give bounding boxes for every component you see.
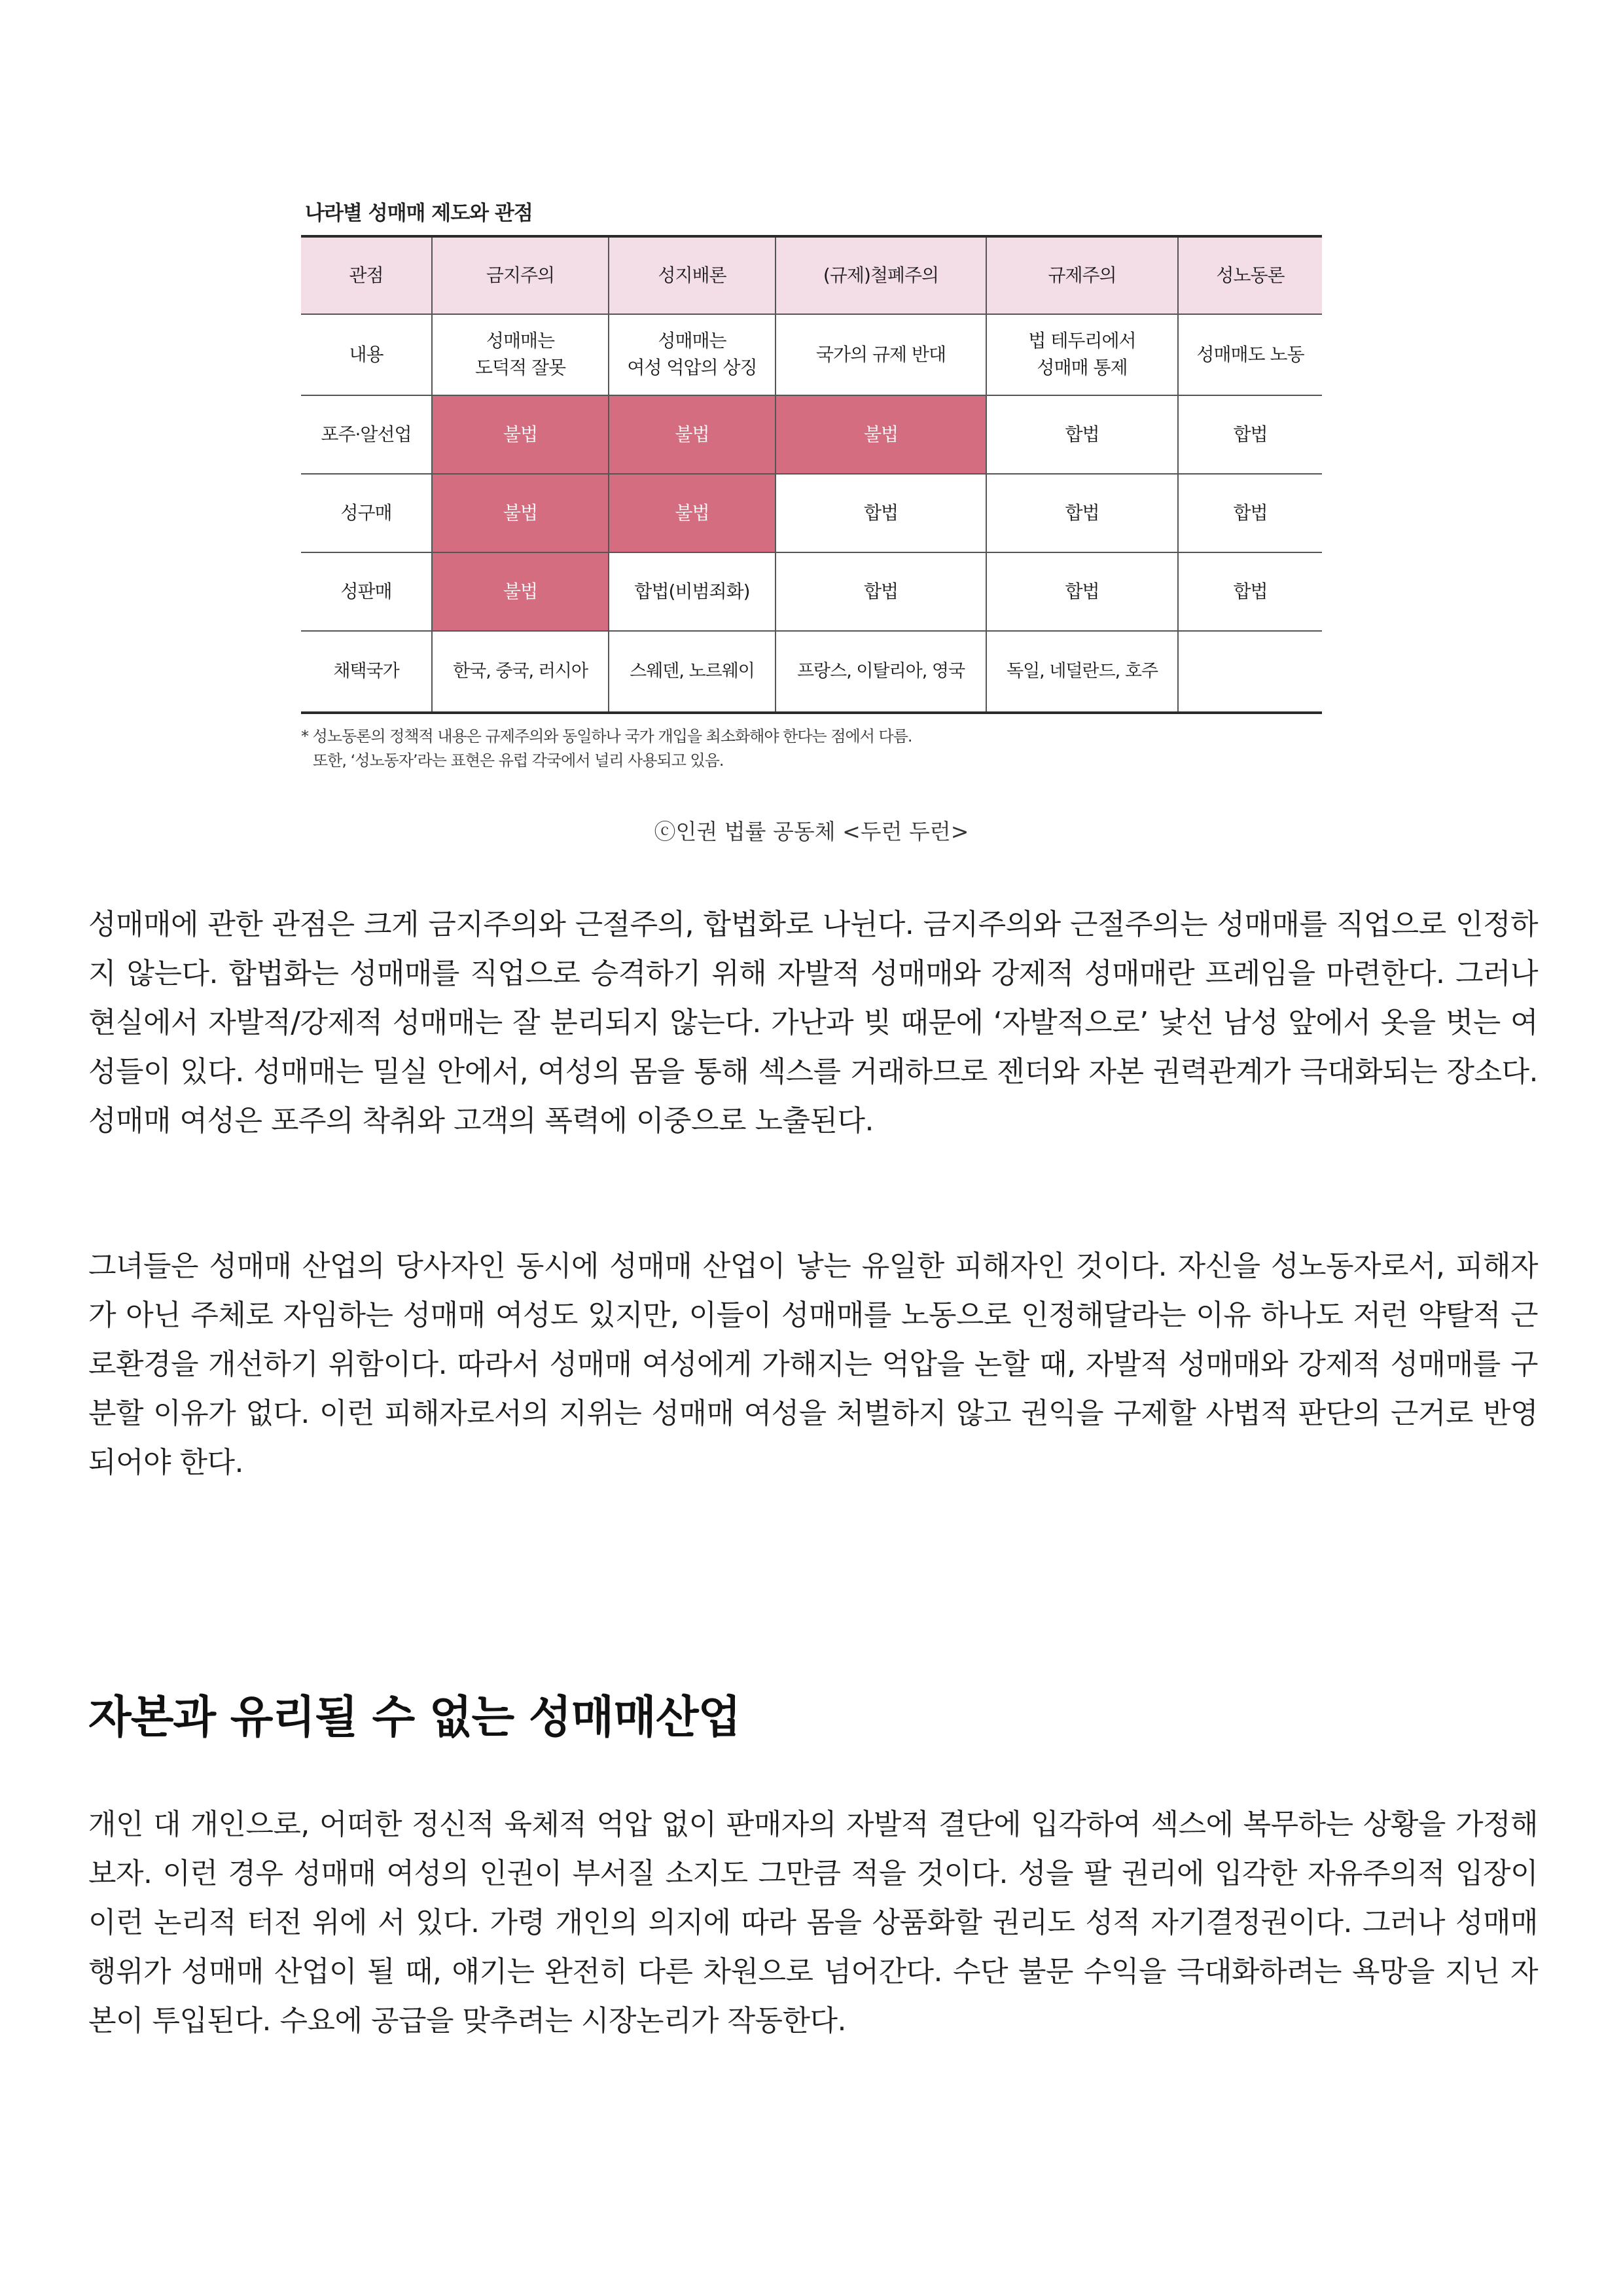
cell-line: 성매매는 [486, 330, 555, 352]
table-cell: 합법 [986, 474, 1178, 552]
table-row [301, 395, 1322, 474]
row-label: 성구매 [301, 474, 432, 552]
header-cell: 성지배론 [609, 236, 776, 314]
table-row [301, 474, 1322, 552]
header-cell: 규제주의 [986, 236, 1178, 314]
header-cell: (규제)철폐주의 [776, 236, 986, 314]
table-cell: 독일, 네덜란드, 호주 [986, 631, 1178, 713]
table-row [301, 314, 1322, 395]
table-footnote [301, 725, 1322, 773]
cell-line: 도덕적 잘못 [474, 357, 566, 378]
table-cell [776, 314, 986, 395]
table-cell: 합법 [776, 552, 986, 631]
cell-line: 성매매도 노동 [1196, 343, 1304, 365]
row-label: 성판매 [301, 552, 432, 631]
table-cell: 프랑스, 이탈리아, 영국 [776, 631, 986, 713]
body-paragraph: 성매매에 관한 관점은 크게 금지주의와 근절주의, 합법화로 나뉜다. 금지주의와 근절주의는 성매매를 직업으로 인정하지 않는다. 합법화는 성매매를 직업으로 승격하기 위해 자발적 성매매와 강제적 성매매란 프레임을 마련한다. 그러나 현실에서 자발적/강제적 성매매는 잘 분리되지 않는다. 가난과 빚 때문에 ‘자발적으로’ 낯선 남성 앞에서 옷을 벗는 여성들이 있다. 성매매는 밀실 안에서, 여성의 몸을 통해 섹스를 거래하므로 젠더와 자본 권력관계가 극대화되는 장소다. 성매매 여성은 포주의 착취와 고객의 폭력에 이중으로 노출된다. [88, 908, 1538, 1138]
footnote-line: * 성노동론의 정책적 내용은 규제주의와 동일하나 국가 개입을 최소화해야 한다는 점에서 다름. [301, 727, 912, 745]
table-row [301, 631, 1322, 713]
image-credit: ⓒ인권 법률 공동체 <두런 두런> [654, 819, 969, 844]
table-cell: 불법 [432, 395, 609, 474]
row-label: 포주·알선업 [301, 395, 432, 474]
table-cell: 합법 [1178, 474, 1322, 552]
table-cell: 합법(비범죄화) [609, 552, 776, 631]
table-cell: 불법 [609, 395, 776, 474]
table-row [301, 552, 1322, 631]
body-paragraph: 그녀들은 성매매 산업의 당사자인 동시에 성매매 산업이 낳는 유일한 피해자인 것이다. 자신을 성노동자로서, 피해자가 아닌 주체로 자임하는 성매매 여성도 있지만, 이들이 성매매를 노동으로 인정해달라는 이유 하나도 저런 약탈적 근로환경을 개선하기 위함이다. 따라서 성매매 여성에게 가해지는 억압을 논할 때, 자발적 성매매와 강제적 성매매를 구분할 이유가 없다. 이런 피해자로서의 지위는 성매매 여성을 처벌하지 않고 권익을 구제할 사법적 판단의 근거로 반영되어야 한다. [88, 1249, 1538, 1479]
table-cell [609, 314, 776, 395]
table-cell: 한국, 중국, 러시아 [432, 631, 609, 713]
table-cell: 합법 [1178, 395, 1322, 474]
policy-figure [301, 196, 1322, 773]
table-header-row [301, 236, 1322, 314]
header-cell: 금지주의 [432, 236, 609, 314]
cell-line: 성매매는 [658, 330, 726, 352]
cell-line: 성매매 통제 [1037, 357, 1128, 378]
section-heading: 자본과 유리될 수 없는 성매매산업 [88, 1692, 741, 1744]
table-cell: 불법 [776, 395, 986, 474]
row-label: 채택국가 [301, 631, 432, 713]
table-cell: 합법 [776, 474, 986, 552]
table-cell: 불법 [609, 474, 776, 552]
cell-line: 법 테두리에서 [1028, 330, 1136, 352]
table-cell [986, 314, 1178, 395]
table-cell [432, 314, 609, 395]
body-paragraph: 개인 대 개인으로, 어떠한 정신적 육체적 억압 없이 판매자의 자발적 결단에 입각하여 섹스에 복무하는 상황을 가정해보자. 이런 경우 성매매 여성의 인권이 부서질 소지도 그만큼 적을 것이다. 성을 팔 권리에 입각한 자유주의적 입장이 이런 논리적 터전 위에 서 있다. 가령 개인의 의지에 따라 몸을 상품화할 권리도 성적 자기결정권이다. 그러나 성매매 행위가 성매매 산업이 될 때, 얘기는 완전히 다른 차원으로 넘어간다. 수단 불문 수익을 극대화하려는 욕망을 지닌 자본이 투입된다. 수요에 공급을 맞추려는 시장논리가 작동한다. [88, 1808, 1538, 2037]
cell-line: 여성 억압의 상징 [627, 357, 757, 378]
table-cell [1178, 314, 1322, 395]
footnote-line: 또한, ‘성노동자’라는 표현은 유럽 각국에서 널리 사용되고 있음. [313, 751, 724, 770]
header-cell: 관점 [301, 236, 432, 314]
table-cell: 합법 [986, 395, 1178, 474]
cell-line: 국가의 규제 반대 [815, 343, 946, 365]
table-title: 나라별 성매매 제도와 관점 [305, 202, 533, 225]
table-cell: 불법 [432, 474, 609, 552]
table-cell: 합법 [986, 552, 1178, 631]
header-cell: 성노동론 [1178, 236, 1322, 314]
table-cell: 불법 [432, 552, 609, 631]
table-cell: 스웨덴, 노르웨이 [609, 631, 776, 713]
policy-table [301, 235, 1322, 714]
table-cell: 합법 [1178, 552, 1322, 631]
table-cell [1178, 631, 1322, 713]
row-label: 내용 [301, 314, 432, 395]
